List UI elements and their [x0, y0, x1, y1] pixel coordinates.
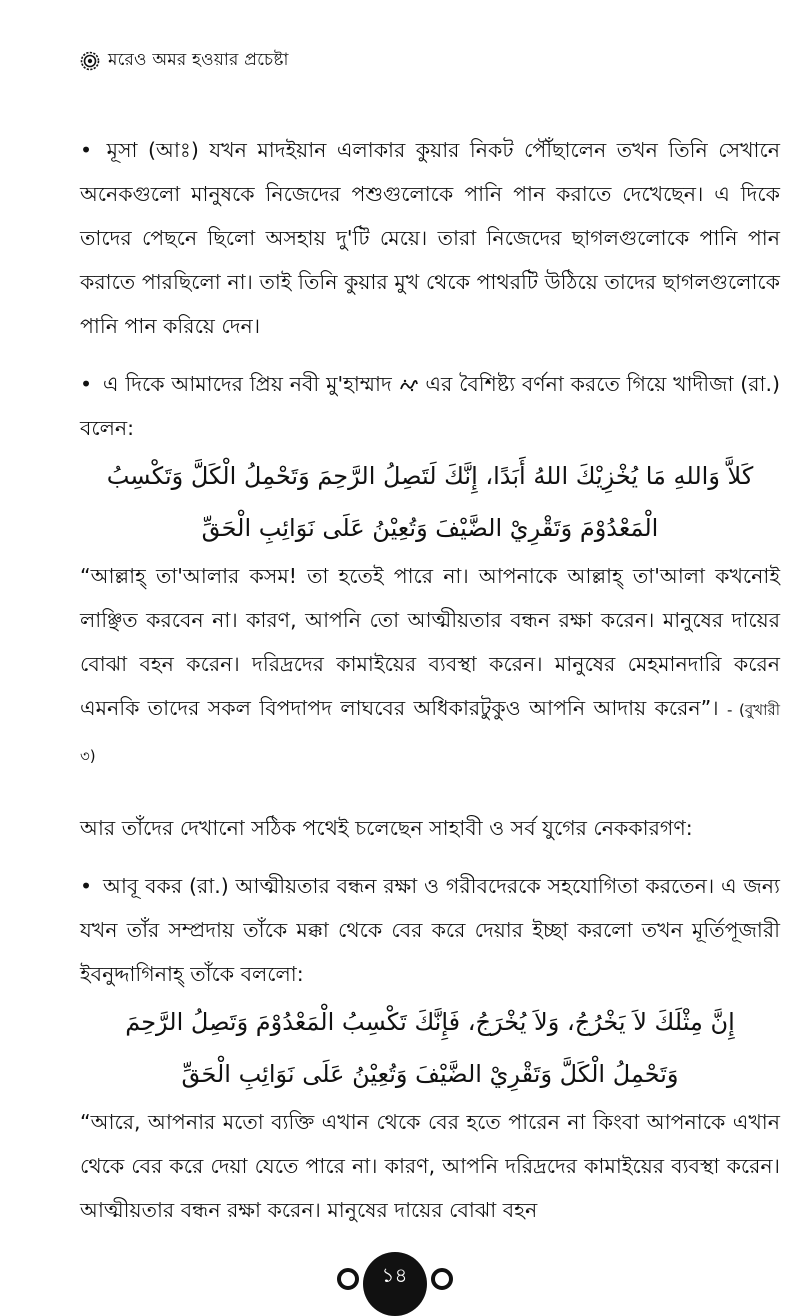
- paragraph-prophet-text-after: এর বৈশিষ্ট্য বর্ণনা করতে গিয়ে খাদীজা (রা.) বলেন:: [80, 372, 780, 440]
- bullet-marker: •: [80, 138, 93, 162]
- page-number-footer: [0, 1252, 789, 1299]
- page-number: ১৪: [381, 1263, 408, 1287]
- salawat-calligraphy-icon: [399, 377, 419, 393]
- arabic-quote-line: وَتَحْمِلُ الْكَلَّ وَتَقْرِيْ الضَّيْفَ وَتُعِيْنُ عَلَى نَوَائِبِ الْحَقِّ: [181, 1060, 679, 1088]
- right-ring-ornament: [431, 1268, 453, 1290]
- bullet-marker: •: [80, 372, 93, 396]
- spacer: [80, 778, 780, 806]
- translation-ibn-daghinah: “আরে, আপনার মতো ব্যক্তি এখান থেকে বের হতে পারেন না কিংবা আপনাকে এখান থেকে বের করে দেয়া যেতে পারে না। কারণ, আপনি দরিদ্রদের কামাইয়ের ব্যবস্থা করেন। আত্মীয়তার বন্ধন রক্ষা করেন। মানুষের দায়ের বোঝা বহন: [80, 1110, 780, 1222]
- running-header: [80, 48, 289, 74]
- left-ring-ornament: [337, 1268, 359, 1290]
- paragraph-abu-bakr: [80, 864, 780, 996]
- translation-khadija: [80, 554, 780, 778]
- paragraph-musa-text: মূসা (আঃ) যখন মাদইয়ান এলাকার কুয়ার নিকট পৌঁছালেন তখন তিনি সেখানে অনেকগুলো মানুষকে নিজেদের পশুগুলোকে পানি পান করাতে দেখেছেন। এ দিকে তাদের পেছনে ছিলো অসহায় দু'টি মেয়ে। তারা নিজেদের ছাগলগুলোকে পানি পান করাতে পারছিলো না। তাই তিনি কুয়ার মুখ থেকে পাথরটি উঠিয়ে তাদের ছাগলগুলোকে পানি পান করিয়ে দেন।: [80, 138, 780, 338]
- page-body: [80, 128, 780, 1232]
- page-number-badge: [363, 1252, 427, 1316]
- spacer: [80, 850, 780, 864]
- paragraph-abu-bakr-text: আবূ বকর (রা.) আত্মীয়তার বন্ধন রক্ষা ও গরীবদেরকে সহযোগিতা করতেন। এ জন্য যখন তাঁর সম্প্রদায় তাঁকে মক্কা থেকে বের করে দেয়ার ইচ্ছা করলো তখন মূর্তিপূজারী ইবনুদ্দাগিনাহ্ তাঁকে বললো:: [80, 874, 780, 986]
- paragraph-prophet-text-before: এ দিকে আমাদের প্রিয় নবী মু'হাম্মাদ: [102, 372, 392, 396]
- hadith-reference: - (বুখারী ৩): [80, 701, 780, 765]
- spacer: [80, 348, 780, 362]
- flower-ornament-icon: [80, 51, 100, 71]
- running-header-title: মরেও অমর হওয়ার প্রচেষ্টা: [108, 50, 289, 70]
- paragraph-transition: আর তাঁদের দেখানো সঠিক পথেই চলেছেন সাহাবী ও সর্ব যুগের নেককারগণ:: [80, 816, 693, 840]
- paragraph-musa: [80, 128, 780, 348]
- arabic-quote-line: الْمَعْدُوْمَ وَتَقْرِيْ الضَّيْفَ وَتُعِيْنُ عَلَى نَوَائِبِ الْحَقِّ: [201, 514, 659, 542]
- bullet-marker: •: [80, 874, 93, 898]
- arabic-quote-line: إِنَّ مِثْلَكَ لاَ يَخْرُجُ، وَلاَ يُخْرَجُ، فَإِنَّكَ تَكْسِبُ الْمَعْدُوْمَ وَتَصِلُ الرَّحِمَ: [125, 1008, 735, 1036]
- arabic-quote-line: كَلاَّ وَاللهِ مَا يُخْزِيْكَ اللهُ أَبَدًا، إِنَّكَ لَتَصِلُ الرَّحِمَ وَتَحْمِلُ الْكَلَّ وَتَكْسِبُ: [106, 462, 754, 490]
- paragraph-prophet: [80, 362, 780, 450]
- translation-khadija-text: “আল্লাহ্ তা'আলার কসম! তা হতেই পারে না। আপনাকে আল্লাহ্ তা'আলা কখনোই লাঞ্ছিত করবেন না। কারণ, আপনি তো আত্মীয়তার বন্ধন রক্ষা করেন। মানুষের দায়ের বোঝা বহন করেন। দরিদ্রদের কামাইয়ের ব্যবস্থা করেন। মানুষের মেহমানদারি করেন এমনকি তাদের সকল বিপদাপদ লাঘবের অধিকারটুকুও আপনি আদায় করেন”।: [80, 564, 780, 720]
